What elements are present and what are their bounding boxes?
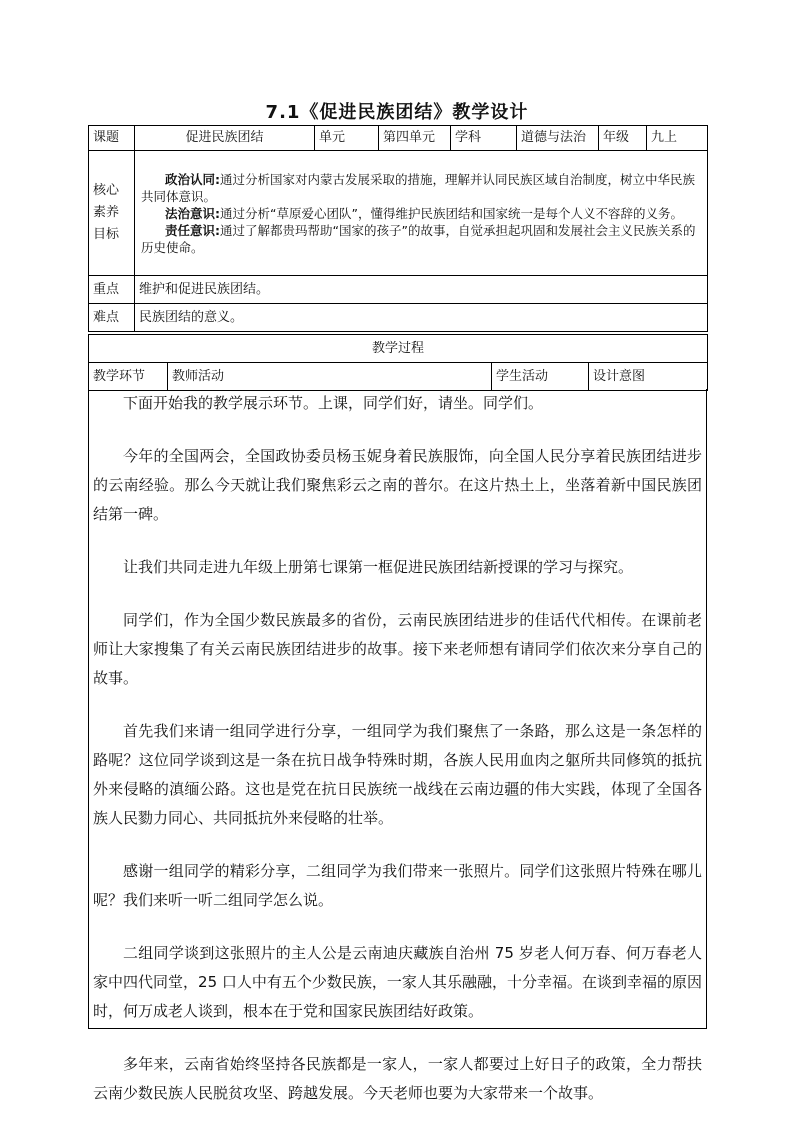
- key-point-label: 重点: [89, 276, 135, 304]
- core-goals-row: [89, 151, 708, 276]
- core-goals-content: [135, 151, 708, 276]
- unit-value: 第四单元: [379, 126, 451, 151]
- goal-head: 法治意识:: [165, 205, 220, 221]
- goal-political: [141, 171, 701, 205]
- grade-label: 年级: [599, 126, 647, 151]
- column-header: 教师活动: [168, 363, 492, 391]
- goal-head: 政治认同:: [165, 171, 220, 187]
- document-title: 7.1《促进民族团结》教学设计: [265, 102, 529, 123]
- subject-value: 道德与法治: [517, 126, 599, 151]
- column-header: 教学环节: [89, 363, 168, 391]
- difficulty-label: 难点: [89, 304, 135, 332]
- goal-head: 责任意识:: [165, 222, 220, 238]
- column-header: 设计意图: [589, 363, 708, 391]
- difficulty-row: [89, 304, 708, 332]
- goal-responsibility: [141, 222, 701, 256]
- difficulty-value: 民族团结的意义。: [135, 304, 708, 332]
- process-header-row: [89, 335, 708, 363]
- goal-legal: [141, 205, 701, 222]
- paragraph: 下面开始我的教学展示环节。上课，同学们好，请坐。同学们。: [123, 394, 544, 412]
- core-label-line: 素养: [93, 205, 120, 220]
- process-header: 教学过程: [89, 335, 708, 363]
- topic-value: 促进民族团结: [135, 126, 315, 151]
- core-label-line: 核心: [93, 183, 120, 198]
- goal-text: 通过分析国家对内蒙古发展采取的措施，理解并认同民族区域自治制度，树立中华民族共同体意识。: [141, 171, 696, 204]
- key-point-value: 维护和促进民族团结。: [135, 276, 708, 304]
- key-point-row: [89, 276, 708, 304]
- goal-text: 通过了解都贵玛帮助“国家的孩子”的故事，自觉承担起巩固和发展社会主义民族关系的历史使命。: [141, 222, 696, 255]
- core-goals-label: [89, 151, 135, 276]
- process-columns-row: [89, 363, 708, 391]
- paragraph: 首先我们来请一组同学进行分享，一组同学为我们聚焦了一条路，那么这是一条怎样的路呢？这位同学谈到这是一条在抗日战争特殊时期，各族人民用血肉之躯所共同修筑的抵抗外来侵略的滇缅公路。这也是党在抗日民族统一战线在云南边疆的伟大实践，体现了全国各族人民勠力同心、共同抵抗外来侵略的壮举。: [93, 722, 702, 827]
- paragraph: 今年的全国两会，全国政协委员杨玉妮身着民族服饰，向全国人民分享着民族团结进步的云南经验。那么今天就让我们聚焦彩云之南的普尔。在这片热土上，坐落着新中国民族团结第一碑。: [93, 447, 702, 523]
- info-row: [89, 126, 708, 151]
- teaching-process-table: [88, 334, 708, 391]
- core-label-line: 目标: [93, 227, 120, 242]
- paragraph: 同学们，作为全国少数民族最多的省份，云南民族团结进步的佳话代代相传。在课前老师让大家搜集了有关云南民族团结进步的故事。接下来老师想有请同学们依次来分享自己的故事。: [93, 611, 702, 687]
- topic-label: 课题: [89, 126, 135, 151]
- column-header: 学生活动: [492, 363, 589, 391]
- grade-value: 九上: [647, 126, 708, 151]
- subject-label: 学科: [451, 126, 517, 151]
- goal-text: 通过分析“草原爱心团队”，懂得维护民族团结和国家统一是每个人义不容辞的义务。: [220, 205, 683, 221]
- paragraph: 多年来，云南省始终坚持各民族都是一家人，一家人都要过上好日子的政策，全力帮扶云南少数民族人民脱贫攻坚、跨越发展。今天老师也要为大家带来一个故事。: [93, 1055, 702, 1102]
- paragraph: 二组同学谈到这张照片的主人公是云南迪庆藏族自治州 75 岁老人何万春、何万春老人家中四代同堂，25 口人中有五个少数民族，一家人其乐融融，十分幸福。在谈到幸福的原因时，何万成老人谈到，根本在于党和国家民族团结好政策。: [93, 944, 702, 1020]
- unit-label: 单元: [315, 126, 379, 151]
- paragraph: 感谢一组同学的精彩分享，二组同学为我们带来一张照片。同学们这张照片特殊在哪儿呢？我们来听一听二组同学怎么说。: [93, 862, 702, 909]
- lesson-info-table: [88, 125, 708, 332]
- teaching-content: [88, 389, 707, 1102]
- paragraph: 让我们共同走进九年级上册第七课第一框促进民族团结新授课的学习与探究。: [123, 558, 634, 576]
